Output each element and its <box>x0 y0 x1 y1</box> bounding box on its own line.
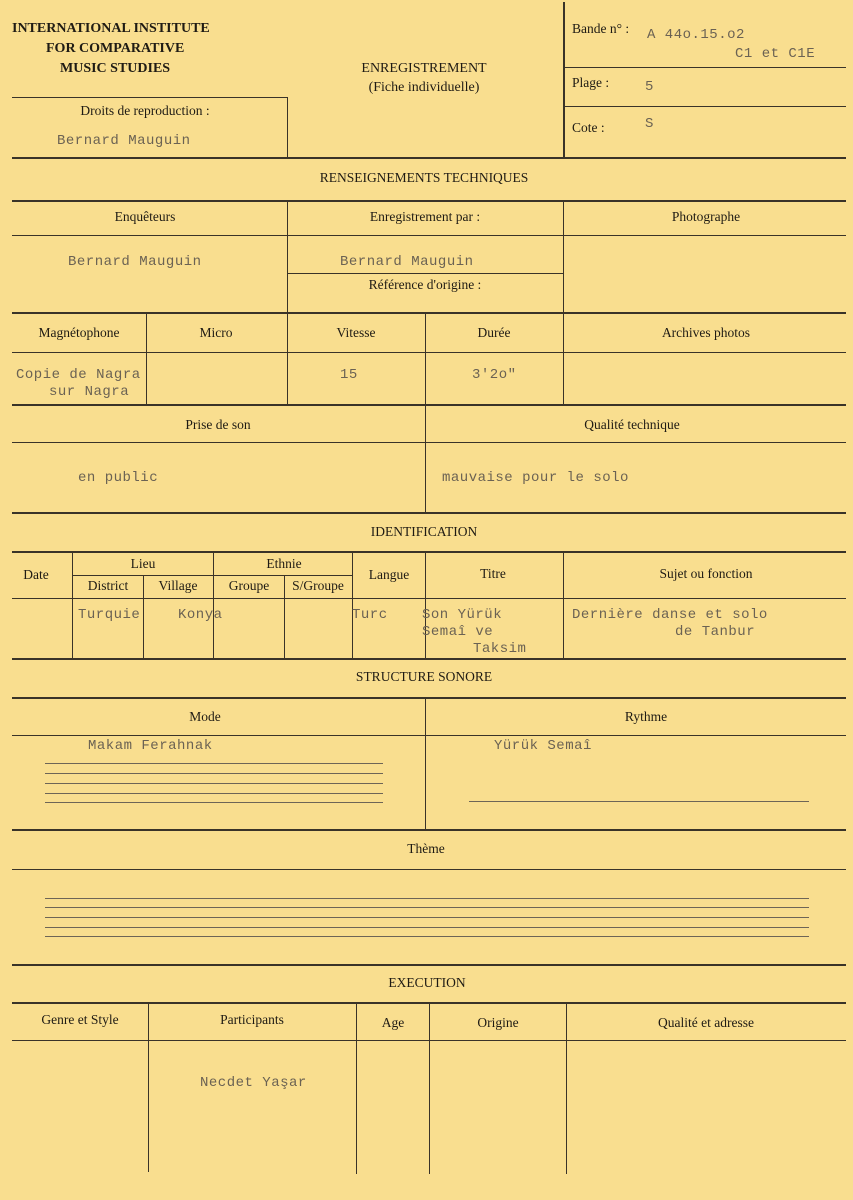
magnetophone-value-2: sur Nagra <box>49 384 130 400</box>
vitesse-value: 15 <box>340 367 358 383</box>
lieu-label: Lieu <box>130 556 156 571</box>
mode-label: Mode <box>189 709 221 724</box>
institute-name-line1: INTERNATIONAL INSTITUTE <box>12 21 210 36</box>
bande-value: A 44o.15.o2 <box>647 27 745 43</box>
village-value: Konya <box>178 607 223 623</box>
cote-label: Cote : <box>572 120 605 135</box>
plage-value: 5 <box>645 79 654 95</box>
enregistrement-par-label: Enregistrement par : <box>369 209 481 224</box>
rythme-label: Rythme <box>624 709 668 724</box>
magnetophone-value-1: Copie de Nagra <box>16 367 141 383</box>
ethnie-label: Ethnie <box>266 556 302 571</box>
plage-label: Plage : <box>572 75 610 90</box>
langue-value: Turc <box>352 607 388 623</box>
district-value: Turquie <box>78 607 141 623</box>
duree-value: 3'2o" <box>472 367 517 383</box>
photographe-label: Photographe <box>671 209 741 224</box>
structure-section-title: STRUCTURE SONORE <box>355 669 493 684</box>
identification-section-title: IDENTIFICATION <box>370 524 478 539</box>
origine-label: Origine <box>477 1015 519 1030</box>
age-label: Age <box>381 1015 405 1030</box>
form-title: ENREGISTREMENT <box>361 61 487 76</box>
participants-value: Necdet Yaşar <box>200 1075 307 1091</box>
form-subtitle: (Fiche individuelle) <box>368 80 480 95</box>
bande-label: Bande n° : <box>572 21 630 36</box>
archives-photos-label: Archives photos <box>661 325 751 340</box>
enregistrement-par-value: Bernard Mauguin <box>340 254 474 270</box>
magnetophone-label: Magnétophone <box>38 325 120 340</box>
qualite-technique-label: Qualité technique <box>584 417 680 432</box>
institute-name-line3: MUSIC STUDIES <box>60 61 171 76</box>
qualite-technique-value: mauvaise pour le solo <box>442 470 629 486</box>
micro-label: Micro <box>199 325 233 340</box>
date-label: Date <box>23 567 49 582</box>
cote-value: S <box>645 116 654 132</box>
rythme-value: Yürük Semaî <box>494 738 592 754</box>
rights-value: Bernard Mauguin <box>57 133 191 149</box>
reference-origine-label: Référence d'origine : <box>368 277 482 292</box>
sgroupe-label: S/Groupe <box>292 578 344 593</box>
titre-value-3: Taksim <box>473 641 527 657</box>
participants-label: Participants <box>220 1012 284 1027</box>
technical-section-title: RENSEIGNEMENTS TECHNIQUES <box>319 170 529 185</box>
bande-value-2: C1 et C1E <box>735 46 816 62</box>
titre-label: Titre <box>480 566 506 581</box>
duree-label: Durée <box>477 325 511 340</box>
village-label: Village <box>158 578 198 593</box>
rights-label: Droits de reproduction : <box>80 103 210 118</box>
prise-de-son-value: en public <box>78 470 159 486</box>
qualite-adresse-label: Qualité et adresse <box>658 1015 754 1030</box>
district-label: District <box>87 578 129 593</box>
sujet-value-2: de Tanbur <box>675 624 756 640</box>
sujet-ou-fonction-label: Sujet ou fonction <box>659 566 753 581</box>
titre-value-2: Semaî ve <box>422 624 494 640</box>
prise-de-son-label: Prise de son <box>185 417 251 432</box>
langue-label: Langue <box>368 567 410 582</box>
theme-label: Thème <box>407 841 445 856</box>
enqueteurs-value: Bernard Mauguin <box>68 254 202 270</box>
sujet-value-1: Dernière danse et solo <box>572 607 768 623</box>
groupe-label: Groupe <box>228 578 270 593</box>
enqueteurs-label: Enquêteurs <box>114 209 176 224</box>
genre-style-label: Genre et Style <box>41 1012 119 1027</box>
execution-section-title: EXECUTION <box>388 975 466 990</box>
mode-value: Makam Ferahnak <box>88 738 213 754</box>
vitesse-label: Vitesse <box>336 325 376 340</box>
titre-value-1: Son Yürük <box>422 607 503 623</box>
institute-name-line2: FOR COMPARATIVE <box>46 41 185 56</box>
